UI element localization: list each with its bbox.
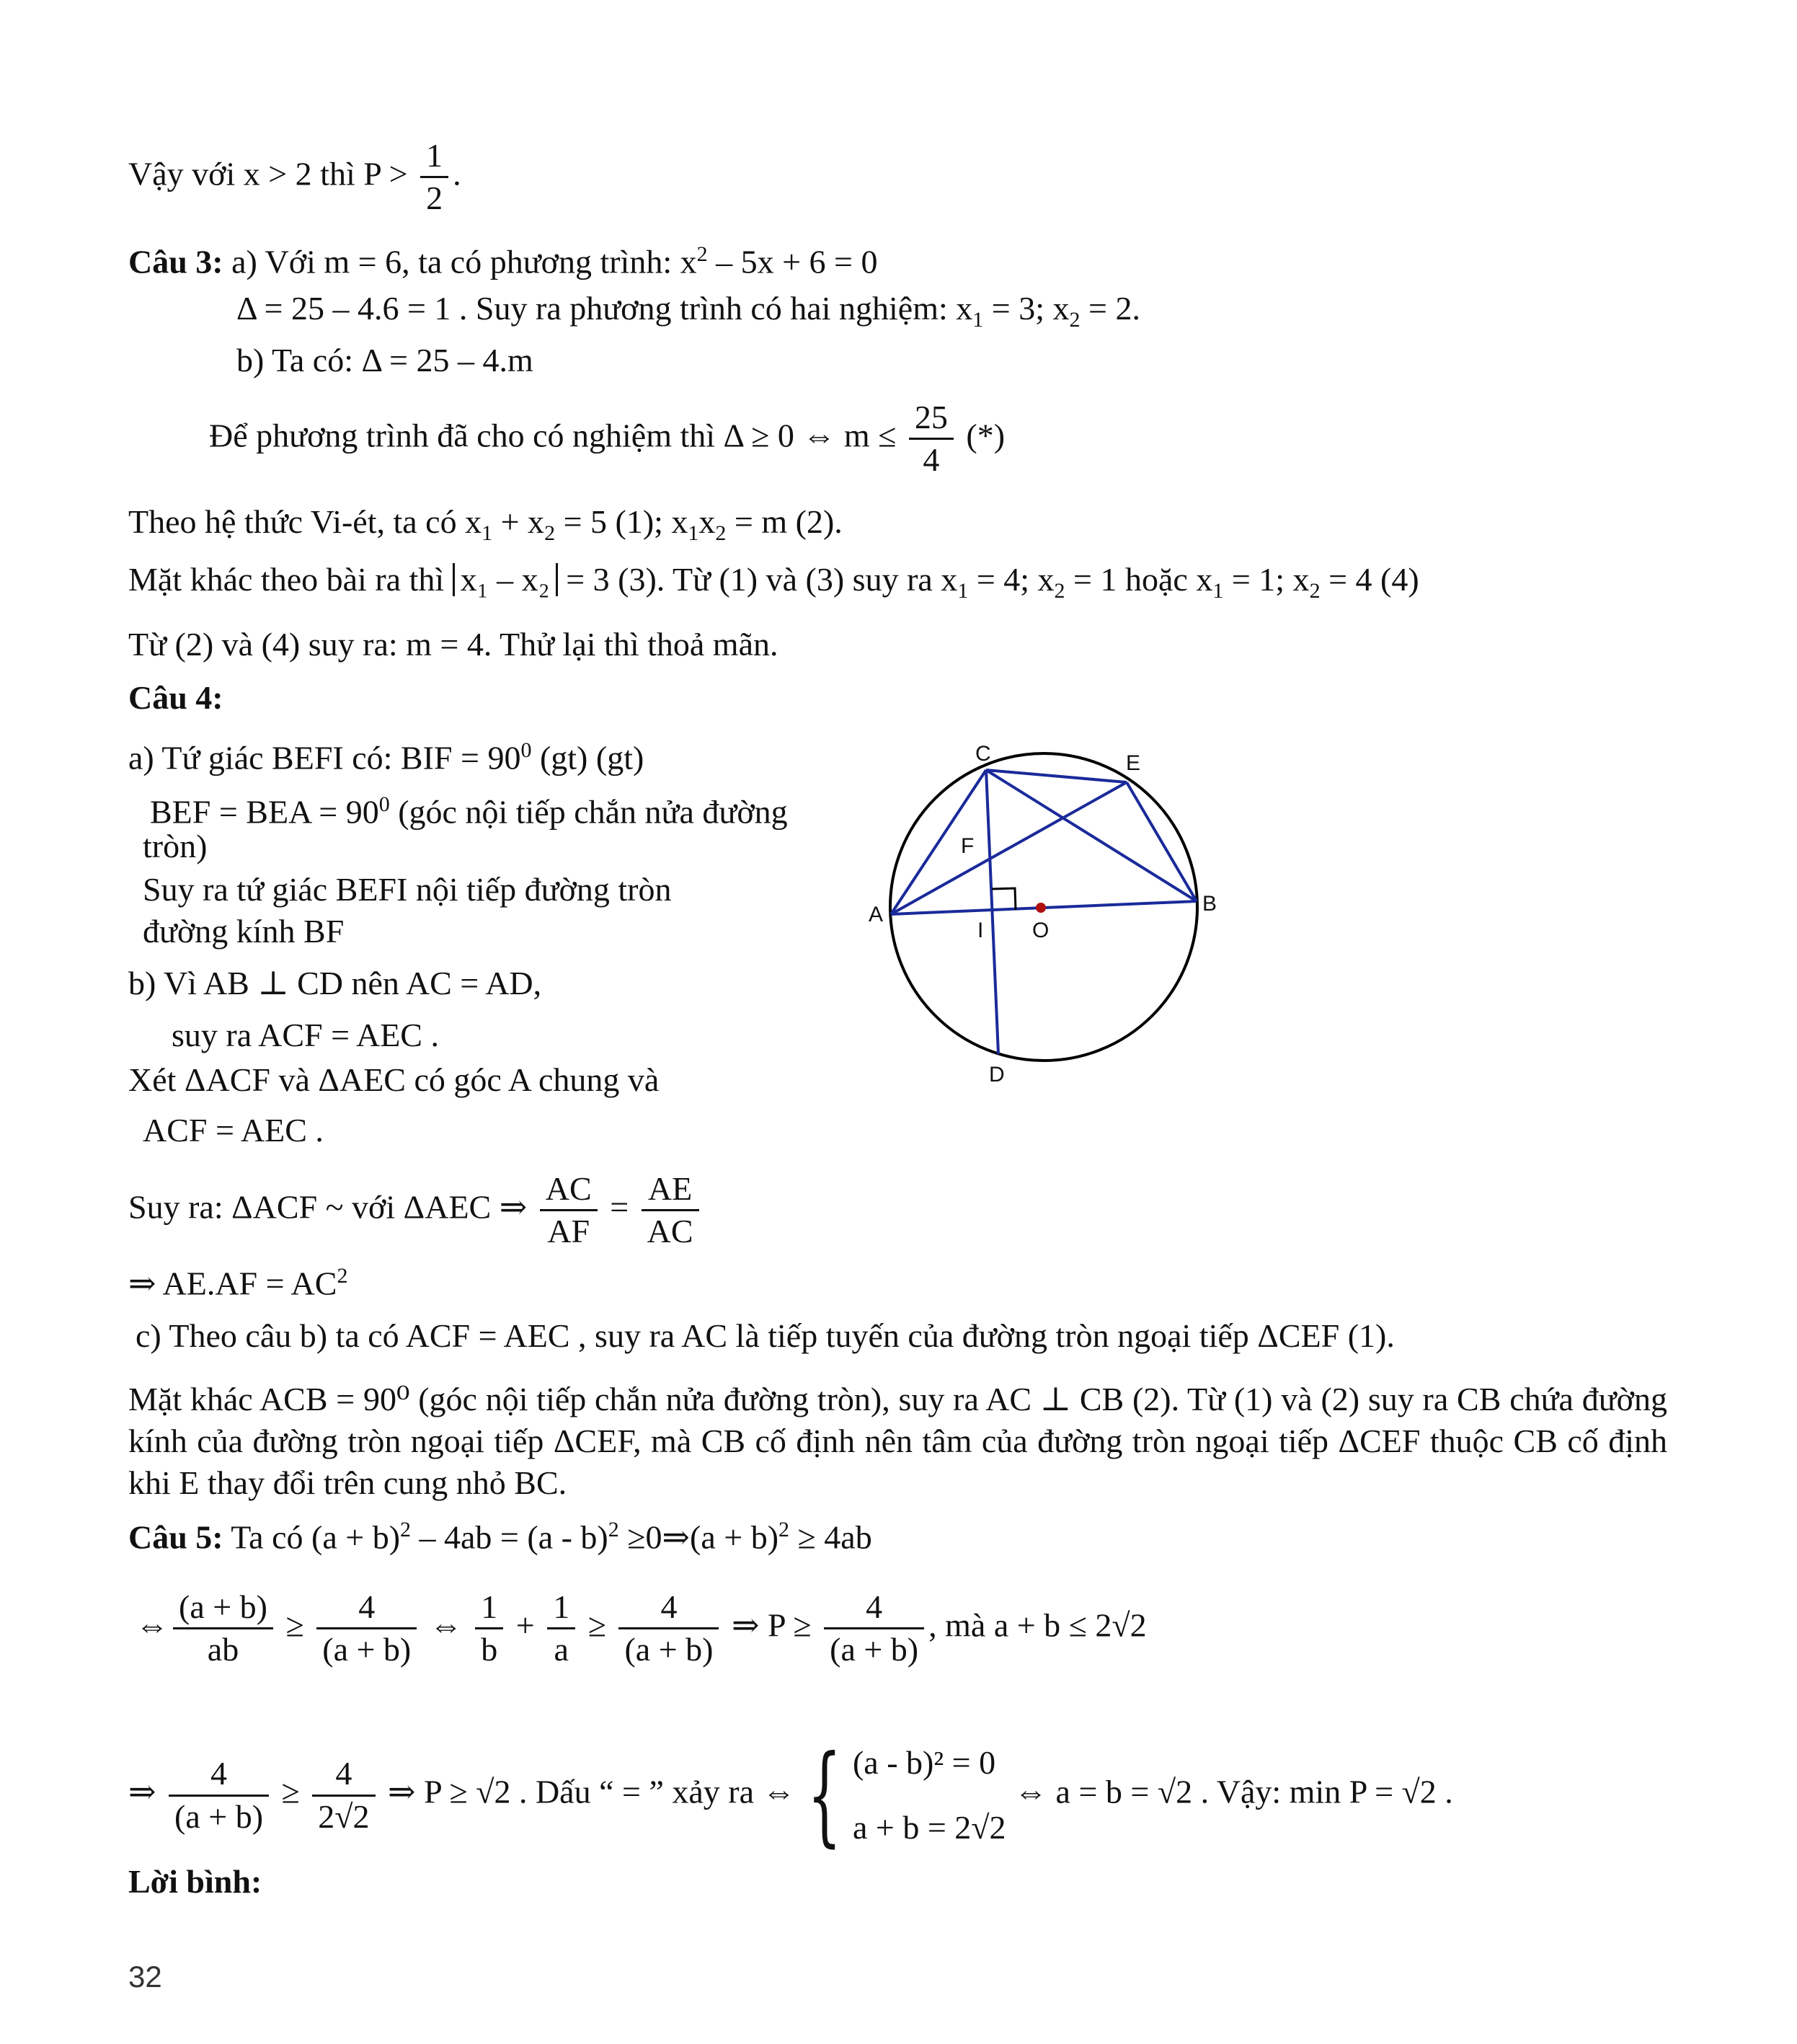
q4-a5-line: đường kính BF [143, 913, 345, 950]
q4-b1-line: b) Vì AB ⊥ CD nên AC = AD, [128, 965, 542, 1001]
segment-cd [986, 770, 998, 1054]
q4-a4-line: Suy ra tứ giác BEFI nội tiếp đường tròn [143, 871, 672, 908]
label-c: C [975, 742, 991, 766]
fraction: $\frac{AC}{AF}$ [540, 1172, 598, 1249]
q3-other-line: Mặt khác theo bài ra thì x₁ – x₂ = 3 (3). Từ (1) và (3) suy ra $x_1 = 4$; $x_2 = 1$ hoặc $x_1 = 1$; $x_2 = 4$ (4) [128, 561, 1419, 603]
geometry-figure [851, 735, 1254, 1096]
q3-vieta-line: Theo hệ thức Vi-ét, ta có $x_1 + x_2 = 5$ (1); $x_1x_2 = m$ (2). [128, 503, 843, 546]
q4-b3-line: Xét ΔACF và ΔAEC có góc A chung và [128, 1061, 660, 1098]
label-i: I [977, 919, 984, 942]
segment-ae [891, 782, 1127, 914]
label-b: B [1202, 892, 1217, 916]
q4-label: Câu 4: [128, 679, 223, 716]
q4-a3-line: tròn) [143, 828, 208, 864]
q4-b6-line: ⇒ $AE.AF = AC^2$ [128, 1264, 348, 1302]
q4-a2-line: BEF = BEA = $90^0$ (góc nội tiếp chắn nửa đường [150, 792, 788, 831]
comment-heading: Lời bình: [128, 1863, 262, 1900]
q3-condition-line: Để phương trình đã cho có nghiệm thì Δ ≥ 0 ⇔ m ≤ $\frac{25}{4}$ (*) [209, 399, 1006, 479]
q5-a-line: Câu 5: Ta có $(a + b)^2 - 4ab = (a - b)^2$ ≥0⇒(a + b)$^2$ ≥ 4ab [128, 1518, 872, 1556]
conclusion-line: Vậy với x > 2 thì P > $\frac{1}{2}$ . [128, 137, 461, 217]
q4-c2-paragraph: Mặt khác ACB = 90⁰ (góc nội tiếp chắn nửa đường tròn), suy ra AC ⊥ CB (2). Từ (1) và (2) suy ra CB chứa đường kính của đường tròn ngoại tiếp ΔCEF, mà CB cố định nên tâm của đường tròn ngoại tiếp ΔCEF thuộc CB cố định khi E thay đổi trên cung nhỏ BC. [128, 1381, 1667, 1501]
q4-c1-line: c) Theo câu b) ta có ACF = AEC , suy ra AC là tiếp tuyến của đường tròn ngoại tiếp ΔCEF (1). [136, 1317, 1395, 1354]
system-brace: { [807, 1733, 842, 1858]
fraction: $\frac{1}{2}$ [420, 138, 448, 216]
right-angle-mark [992, 888, 1016, 910]
fraction: $\frac{25}{4}$ [909, 400, 954, 478]
fraction: $\frac{AE}{AC}$ [642, 1172, 699, 1249]
label-e: E [1126, 751, 1141, 775]
label-d: D [989, 1063, 1005, 1087]
q4-b4-line: ACF = AEC . [143, 1112, 324, 1149]
label-a: A [869, 903, 884, 926]
label-o: O [1032, 919, 1050, 942]
q4-b5-line: Suy ra: ΔACF ~ với ΔAEC ⇒ $\frac{AC}{AF}$ = $\frac{AE}{AC}$ [128, 1172, 704, 1249]
q3-a-line: Câu 3: a) Với m = 6, ta có phương trình: $x^2 - 5x + 6 = 0$ [128, 242, 878, 280]
center-point [1036, 903, 1046, 913]
q3-delta-line: Δ = 25 – 4.6 = 1 . Suy ra phương trình có hai nghiệm: $x_1 = 3$; $x_2 = 2$. [236, 290, 1140, 332]
absolute-value: x₁ – x₂ [453, 563, 558, 596]
q4-a1-line: a) Tứ giác BEFI có: BIF = $90^0$ (gt) (gt) [128, 738, 644, 777]
page-number: 32 [128, 1960, 162, 1994]
segment-ce [986, 770, 1127, 782]
q5-b-line: ⇔ $\frac{(a + b)}{ab}$ ≥ $\frac{4}{(a + b)}$ ⇔ $\frac{1}{b}$ + $\frac{1}{a}$ ≥ $\frac{4}{(a + b)}$ ⇒ P ≥ $\frac{4}{(a + b)}$ , mà a + b ≤ 2√2 [136, 1588, 1147, 1668]
q3-b-line: b) Ta có: Δ = 25 – 4.m [236, 342, 533, 379]
segment-eb [1127, 782, 1197, 901]
q5-label: Câu 5: [128, 1518, 223, 1556]
q5-c-line: ⇒ $\frac{4}{(a + b)}$ ≥ $\frac{4}{2√2}$ ⇒ P ≥ √2 . Dấu “ = ” xảy ra ⇔ { (a - b)² = 0 a + b = 2√2 ⇔ a = b = √2 . Vậy: min P = √2 . [128, 1730, 1453, 1860]
q3-final-line: Từ (2) và (4) suy ra: m = 4. Thử lại thì thoả mãn. [128, 626, 778, 663]
equation-system: (a - b)² = 0 a + b = 2√2 [852, 1744, 1006, 1846]
segment-cb [986, 770, 1197, 901]
q3-label: Câu 3: [128, 243, 223, 280]
q4-b2-line: suy ra ACF = AEC . [172, 1017, 439, 1053]
text: Vậy với x > 2 thì P > [128, 155, 417, 193]
label-f: F [961, 834, 975, 858]
